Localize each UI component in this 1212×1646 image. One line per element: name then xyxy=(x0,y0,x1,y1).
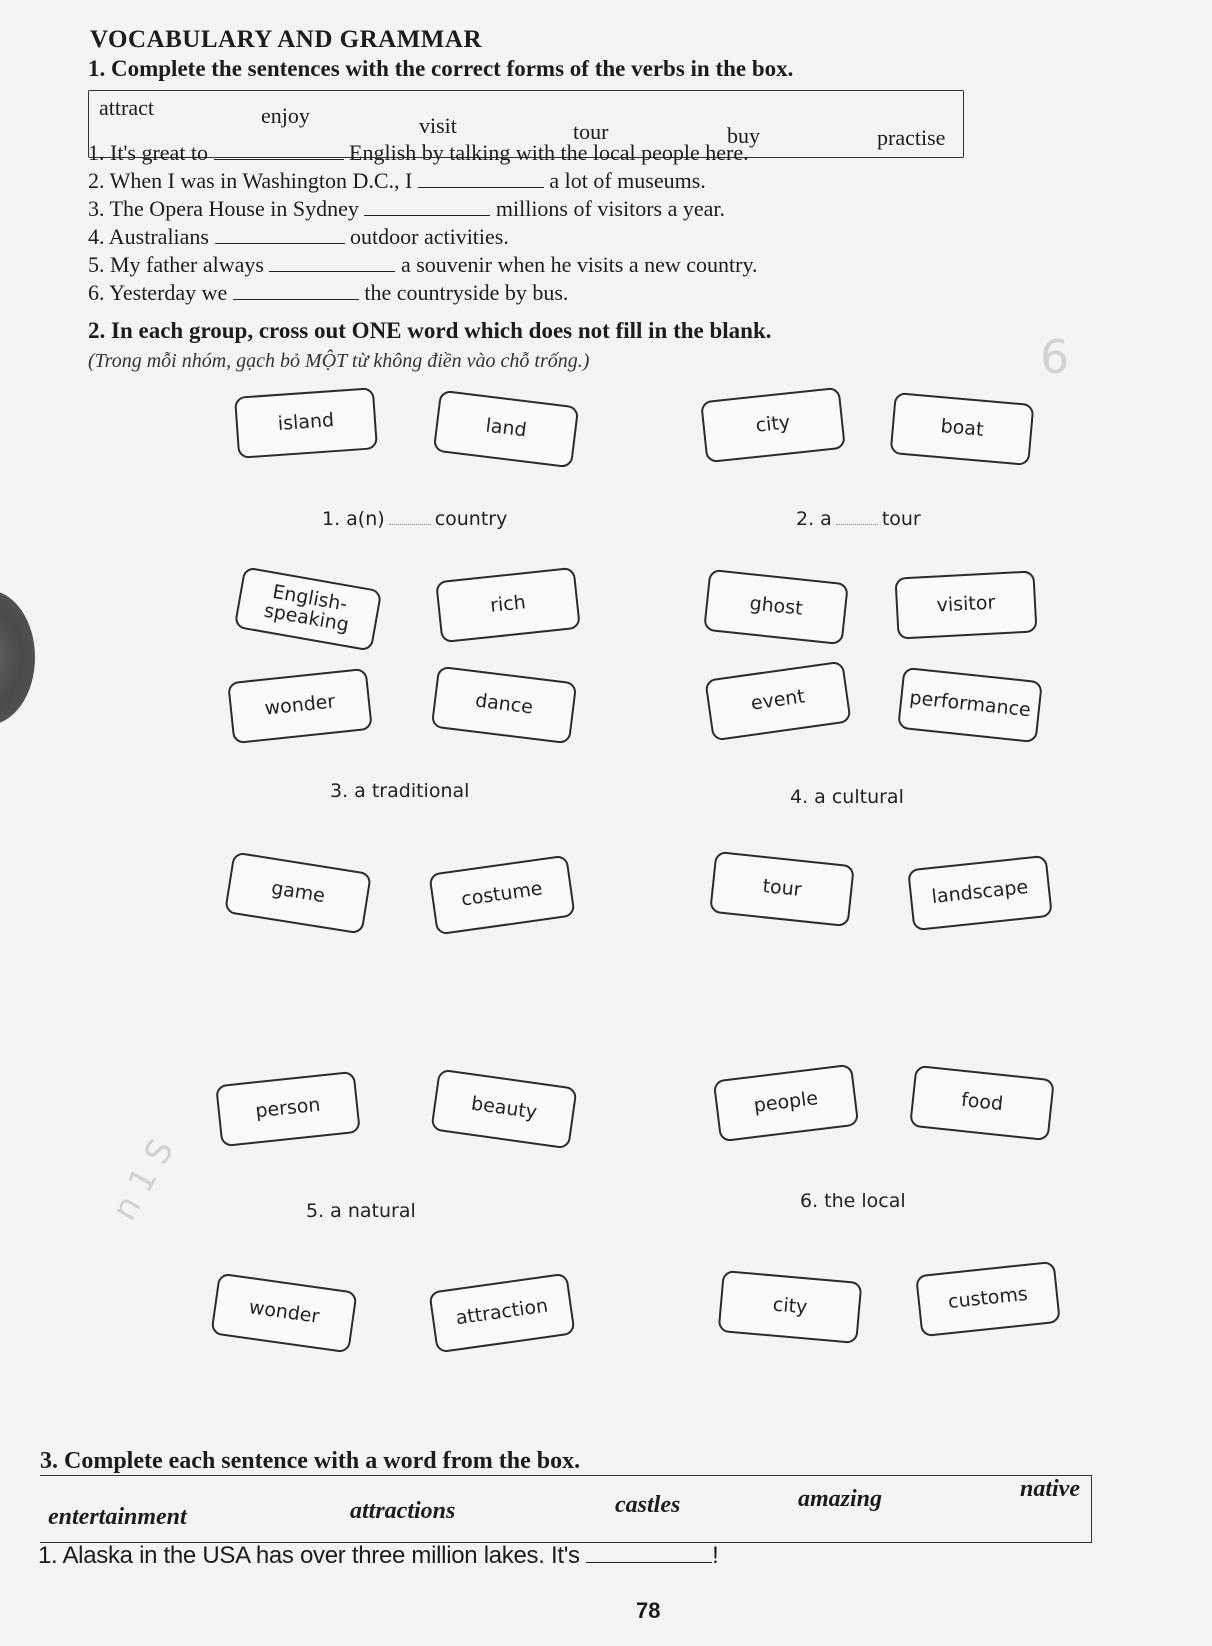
answer-blank[interactable] xyxy=(214,159,344,160)
group-label-text: 1. a(n) xyxy=(322,508,385,530)
sentence-text: 5. My father always xyxy=(88,252,264,277)
word-card[interactable]: performance xyxy=(897,667,1043,743)
ex1-sentence-5 xyxy=(88,252,758,278)
sentence-text: outdoor activities. xyxy=(350,224,509,249)
ex1-sentence-3 xyxy=(88,196,725,222)
ex2-translation: (Trong mỗi nhóm, gạch bỏ MỘT từ không điền vào chỗ trống.) xyxy=(88,350,590,372)
word-box-item: tour xyxy=(573,119,609,144)
answer-blank[interactable] xyxy=(418,187,544,188)
sentence-text: a lot of museums. xyxy=(549,168,706,193)
word-card[interactable]: wonder xyxy=(210,1273,357,1354)
word-card[interactable]: island xyxy=(234,387,378,459)
ex1-title: 1. Complete the sentences with the correct forms of the verbs in the box. xyxy=(88,56,794,81)
word-card[interactable]: boat xyxy=(890,392,1035,466)
sentence-text: 4. Australians xyxy=(88,224,209,249)
sentence-text: a souvenir when he visits a new country. xyxy=(400,252,758,277)
word-card[interactable]: customs xyxy=(915,1261,1061,1337)
word-box-item: visit xyxy=(419,113,457,138)
word-card[interactable]: ghost xyxy=(703,569,849,645)
word-card[interactable]: English-speaking xyxy=(234,566,383,651)
answer-blank[interactable] xyxy=(364,215,490,216)
page-number: 78 xyxy=(636,1598,661,1623)
answer-blank[interactable] xyxy=(269,271,395,272)
group-label-text: tour xyxy=(881,508,921,530)
ex3-title: 3. Complete each sentence with a word from the box. xyxy=(40,1448,581,1474)
word-box-item: attractions xyxy=(350,1498,456,1524)
group-label-text: 5. a natural xyxy=(306,1200,416,1222)
group-4-label xyxy=(790,786,904,808)
group-2-label xyxy=(796,508,921,530)
word-card[interactable]: wonder xyxy=(227,668,373,744)
word-box-item: amazing xyxy=(798,1486,883,1512)
group-label-text: 4. a cultural xyxy=(790,786,904,808)
word-box-item: castles xyxy=(615,1492,681,1518)
sentence-text: 2. When I was in Washington D.C., I xyxy=(88,168,413,193)
group-6-label xyxy=(800,1190,906,1212)
word-card[interactable]: tour xyxy=(709,851,855,927)
thumb-shadow xyxy=(0,590,35,725)
group-5-label xyxy=(306,1200,416,1222)
ex3-word-box xyxy=(40,1475,1092,1543)
word-box-item: attract xyxy=(99,95,154,120)
word-box-item: entertainment xyxy=(48,1504,187,1530)
ex1-sentence-4 xyxy=(88,224,509,250)
ex3-sentence-1 xyxy=(38,1542,718,1570)
group-label-text: country xyxy=(434,508,508,530)
answer-blank[interactable] xyxy=(215,243,345,244)
sentence-text: 1. Alaska in the USA has over three million lakes. It's xyxy=(38,1542,580,1569)
sentence-text: 3. The Opera House in Sydney xyxy=(88,196,359,221)
word-box-item: buy xyxy=(727,123,760,148)
word-card[interactable]: land xyxy=(433,390,580,469)
word-card[interactable]: people xyxy=(713,1064,860,1143)
word-card[interactable]: landscape xyxy=(907,855,1053,931)
word-box-item: native xyxy=(1020,1476,1080,1502)
sentence-text: 1. It's great to xyxy=(88,140,209,165)
word-box-item: enjoy xyxy=(261,103,310,128)
word-card[interactable]: city xyxy=(700,387,846,463)
word-card[interactable]: city xyxy=(718,1270,863,1344)
bleed-through-mark: 6 xyxy=(1040,330,1070,384)
sentence-text: 6. Yesterday we xyxy=(88,280,228,305)
word-card[interactable]: food xyxy=(909,1065,1055,1141)
word-box-item: practise xyxy=(877,125,946,150)
word-card[interactable]: game xyxy=(224,851,372,934)
group-label-text: 2. a xyxy=(796,508,832,530)
ex2-title: 2. In each group, cross out ONE word which does not fill in the blank. xyxy=(88,318,772,343)
sentence-text: English by talking with the local people here. xyxy=(349,140,749,165)
blank-dots xyxy=(836,524,878,525)
group-label-text: 3. a traditional xyxy=(330,780,470,802)
group-1-label xyxy=(322,508,507,530)
sentence-text: millions of visitors a year. xyxy=(495,196,726,221)
ex1-sentence-6 xyxy=(88,280,568,306)
section-title: VOCABULARY AND GRAMMAR xyxy=(90,26,483,53)
group-label-text: 6. the local xyxy=(800,1190,906,1212)
bleed-through-mark: n 1 S xyxy=(104,1132,183,1228)
word-card[interactable]: costume xyxy=(428,855,575,936)
ex1-sentence-2 xyxy=(88,168,706,194)
ex1-sentence-1 xyxy=(88,140,749,166)
word-card[interactable]: attraction xyxy=(428,1273,575,1354)
answer-blank[interactable] xyxy=(233,299,359,300)
word-card[interactable]: beauty xyxy=(430,1069,577,1150)
sentence-text: the countryside by bus. xyxy=(364,280,569,305)
blank-dots xyxy=(389,524,431,525)
word-card[interactable]: visitor xyxy=(894,570,1037,639)
answer-blank[interactable] xyxy=(586,1562,712,1563)
word-card[interactable]: event xyxy=(704,661,851,742)
word-card[interactable]: rich xyxy=(435,567,581,643)
group-3-label xyxy=(330,780,469,802)
sentence-text: ! xyxy=(712,1542,719,1569)
word-card[interactable]: dance xyxy=(431,666,578,745)
word-card[interactable]: person xyxy=(215,1071,361,1147)
